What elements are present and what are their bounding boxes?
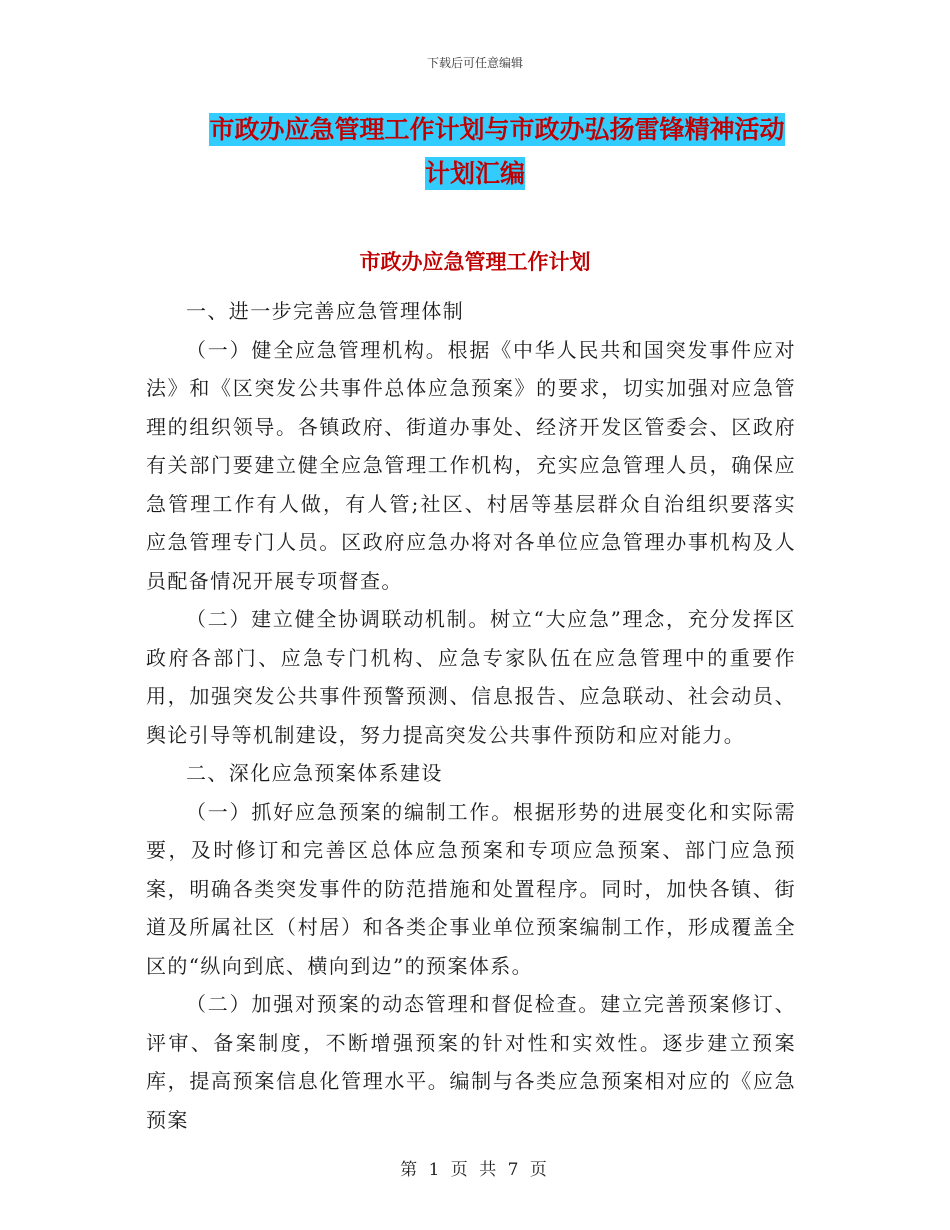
header-note: 下载后可任意编辑 bbox=[426, 56, 523, 70]
section-title: 市政办应急管理工作计划 bbox=[359, 250, 591, 274]
document-body bbox=[146, 292, 796, 1139]
page-footer: 第 1 页 共 7 页 bbox=[400, 1160, 550, 1180]
title-line-1: 市政办应急管理工作计划与市政办弘扬雷锋精神活动 bbox=[209, 115, 785, 144]
heading-1: 一、进一步完善应急管理体制 bbox=[186, 299, 465, 323]
paragraph: （一）抓好应急预案的编制工作。根据形势的进展变化和实际需要，及时修订和完善区总体应急预案和专项应急预案、部门应急预案，明确各类突发事件的防范措施和处置程序。同时，加快各镇、街道及所属社区（村居）和各类企事业单位预案编制工作，形成覆盖全区的“纵向到底、横向到边”的预案体系。 bbox=[146, 799, 796, 978]
document-title bbox=[0, 108, 950, 196]
heading-2: 二、深化应急预案体系建设 bbox=[186, 761, 443, 785]
paragraph: （二）加强对预案的动态管理和督促检查。建立完善预案修订、评审、备案制度，不断增强预案的针对性和实效性。逐步建立预案库，提高预案信息化管理水平。编制与各类应急预案相对应的《应急预案 bbox=[146, 992, 796, 1132]
paragraph: （二）建立健全协调联动机制。树立“大应急”理念，充分发挥区政府各部门、应急专门机构、应急专家队伍在应急管理中的重要作用，加强突发公共事件预警预测、信息报告、应急联动、社会动员、舆论引导等机制建设，努力提高突发公共事件预防和应对能力。 bbox=[146, 607, 796, 747]
paragraph: （一）健全应急管理机构。根据《中华人民共和国突发事件应对法》和《区突发公共事件总体应急预案》的要求，切实加强对应急管理的组织领导。各镇政府、街道办事处、经济开发区管委会、区政府有关部门要建立健全应急管理工作机构，充实应急管理人员，确保应急管理工作有人做，有人管;社区、村居等基层群众自治组织要落实应急管理专门人员。区政府应急办将对各单位应急管理办事机构及人员配备情况开展专项督查。 bbox=[146, 337, 796, 593]
title-line-2: 计划汇编 bbox=[424, 159, 525, 188]
